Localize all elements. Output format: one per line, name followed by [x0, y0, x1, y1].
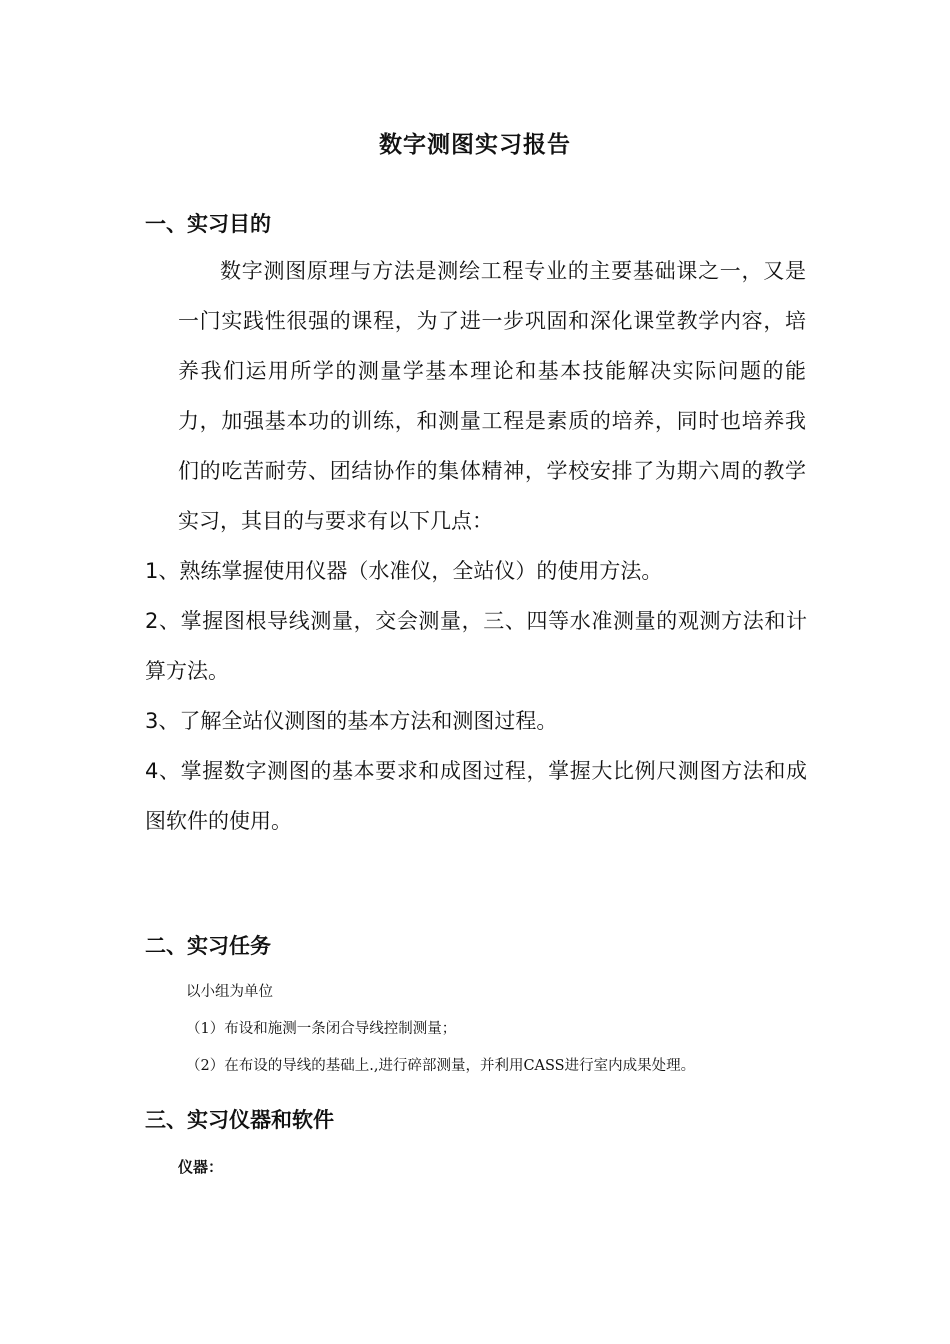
section-heading-instruments: 三、实习仪器和软件 [145, 1108, 334, 1132]
document-title: 数字测图实习报告 [379, 132, 571, 158]
task-intro: 以小组为单位 [186, 984, 273, 1000]
task-item-2: （2）在布设的导线的基础上.,进行碎部测量，并利用CASS进行室内成果处理。 [186, 1058, 696, 1074]
section-heading-purpose: 一、实习目的 [145, 212, 271, 236]
purpose-item-1: 1、熟练掌握使用仪器（水准仪，全站仪）的使用方法。 [145, 559, 663, 583]
purpose-item-2: 2、掌握图根导线测量，交会测量，三、四等水准测量的观测方法和计算方法。 [145, 609, 807, 683]
instruments-subheading: 仪器： [178, 1158, 224, 1176]
task-item-1: （1）布设和施测一条闭合导线控制测量； [186, 1021, 457, 1037]
purpose-paragraph: 数字测图原理与方法是测绘工程专业的主要基础课之一，又是一门实践性很强的课程，为了进一步巩固和深化课堂教学内容，培养我们运用所学的测量学基本理论和基本技能解决实际问题的能力，加强基本功的训练，和测量工程是素质的培养，同时也培养我们的吃苦耐劳、团结协作的集体精神，学校安排了为期六周的教学实习，其目的与要求有以下几点： [178, 259, 806, 533]
section-heading-task: 二、实习任务 [145, 934, 271, 958]
purpose-item-3: 3、了解全站仪测图的基本方法和测图过程。 [145, 709, 558, 733]
purpose-item-4: 4、掌握数字测图的基本要求和成图过程，掌握大比例尺测图方法和成图软件的使用。 [145, 759, 807, 833]
